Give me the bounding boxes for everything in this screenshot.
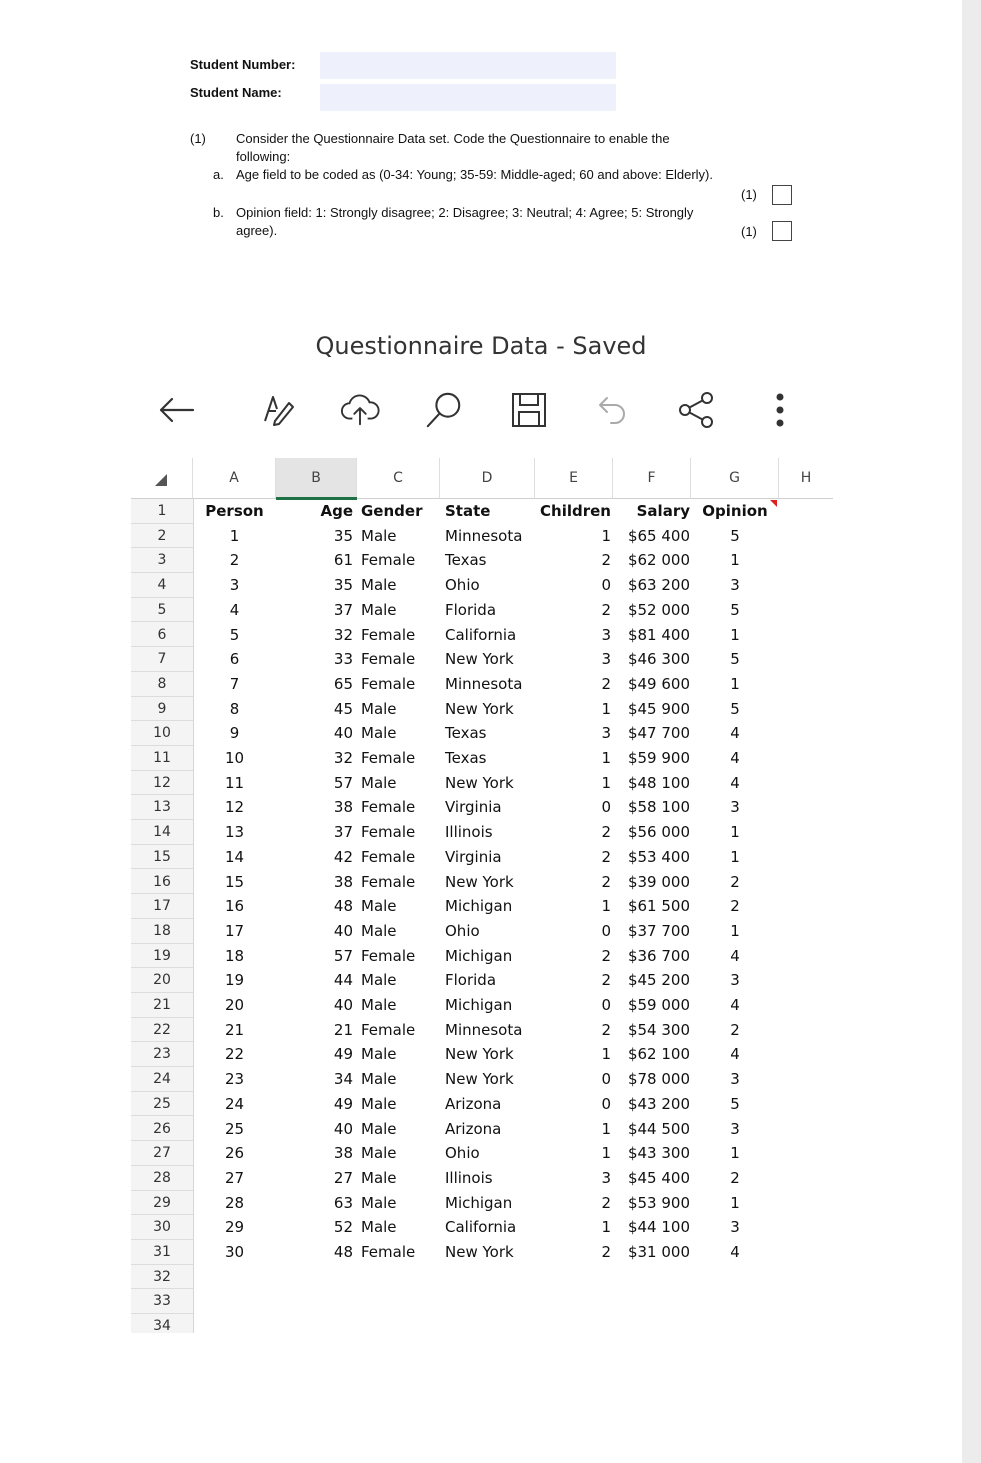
age-cell[interactable]: 52 <box>333 1218 353 1237</box>
age-cell[interactable]: 32 <box>333 749 353 767</box>
row-header[interactable]: 20 <box>131 968 193 993</box>
state-cell[interactable]: Minnesota <box>445 1020 523 1039</box>
children-cell[interactable]: 2 <box>601 1020 611 1039</box>
row-header[interactable]: 24 <box>131 1067 193 1092</box>
gender-cell[interactable]: Female <box>361 650 416 669</box>
state-cell[interactable]: Minnesota <box>445 674 523 693</box>
pen-edit-icon[interactable] <box>258 390 298 430</box>
opinion-cell[interactable]: 4 <box>730 773 740 792</box>
row-header[interactable]: 13 <box>131 795 193 820</box>
row-header[interactable]: 17 <box>131 894 193 919</box>
back-arrow-icon[interactable] <box>156 390 196 430</box>
age-cell[interactable]: 35 <box>333 576 353 595</box>
state-cell[interactable]: Texas <box>445 749 487 767</box>
state-cell[interactable]: Virginia <box>445 798 502 817</box>
opinion-cell[interactable]: 3 <box>730 576 740 595</box>
salary-cell[interactable]: $44 100 <box>627 1218 690 1237</box>
age-cell[interactable]: 40 <box>333 1119 353 1138</box>
student-name-label: Student Name: <box>190 85 282 100</box>
age-cell[interactable]: 38 <box>333 798 353 817</box>
person-cell[interactable]: 6 <box>229 650 240 669</box>
salary-cell[interactable]: $39 000 <box>627 872 690 891</box>
row-header[interactable]: 34 <box>131 1314 193 1333</box>
person-cell[interactable]: 12 <box>224 798 245 817</box>
column-header-f[interactable]: F <box>613 458 691 499</box>
salary-cell[interactable]: $43 200 <box>627 1094 690 1113</box>
select-all-corner[interactable] <box>131 458 193 499</box>
state-cell[interactable]: New York <box>445 1070 514 1089</box>
salary-cell[interactable]: $59 900 <box>627 749 690 767</box>
row-header[interactable]: 32 <box>131 1265 193 1290</box>
age-cell[interactable]: 57 <box>333 773 353 792</box>
opinion-cell[interactable]: 1 <box>730 625 740 644</box>
salary-cell[interactable]: $63 200 <box>627 576 690 595</box>
item-a-marker: a. <box>213 167 224 182</box>
state-cell[interactable]: Michigan <box>445 946 513 965</box>
share-icon[interactable] <box>676 390 716 430</box>
children-cell[interactable]: 2 <box>601 872 611 891</box>
salary-cell[interactable]: $61 500 <box>627 897 690 916</box>
children-cell[interactable]: 0 <box>601 1094 611 1113</box>
column-header-b[interactable]: B <box>276 458 357 499</box>
state-cell[interactable]: California <box>445 625 517 644</box>
age-cell[interactable]: 48 <box>333 1243 353 1261</box>
children-cell[interactable]: 3 <box>601 724 611 743</box>
gender-cell[interactable]: Male <box>361 1094 397 1113</box>
opinion-cell[interactable]: 1 <box>730 1193 740 1212</box>
gender-cell[interactable]: Female <box>361 749 416 767</box>
row-header[interactable]: 18 <box>131 919 193 944</box>
opinion-cell[interactable]: 4 <box>730 946 740 965</box>
item-a-mark: (1) <box>741 187 757 202</box>
page-scrollbar[interactable] <box>962 0 981 1463</box>
gender-cell[interactable]: Male <box>361 1119 397 1138</box>
age-cell[interactable]: 49 <box>333 1045 353 1064</box>
person-cell[interactable]: 5 <box>229 625 240 644</box>
opinion-cell[interactable]: 4 <box>730 724 740 743</box>
question-text-line1: Consider the Questionnaire Data set. Code the Questionnaire to enable the <box>236 131 670 146</box>
opinion-cell[interactable]: 5 <box>730 650 740 669</box>
age-cell[interactable]: 34 <box>333 1070 353 1089</box>
row-header[interactable]: 2 <box>131 524 193 549</box>
student-name-field[interactable] <box>320 84 616 111</box>
salary-cell[interactable]: $44 500 <box>627 1119 690 1138</box>
search-icon[interactable] <box>424 390 464 430</box>
gender-cell[interactable]: Female <box>361 625 416 644</box>
opinion-cell[interactable]: 3 <box>730 1218 740 1237</box>
age-cell[interactable]: 45 <box>333 699 353 718</box>
age-cell[interactable]: 40 <box>333 921 353 940</box>
children-cell[interactable]: 2 <box>601 1193 611 1212</box>
question-number: (1) <box>190 131 206 146</box>
salary-cell[interactable]: $45 900 <box>627 699 690 718</box>
item-b-checkbox[interactable] <box>772 221 792 241</box>
state-cell[interactable]: Ohio <box>445 921 480 940</box>
opinion-cell[interactable]: 1 <box>730 921 740 940</box>
opinion-cell[interactable]: 5 <box>730 699 740 718</box>
salary-cell[interactable]: $62 000 <box>627 551 690 570</box>
person-cell[interactable]: 1 <box>229 526 240 545</box>
salary-cell[interactable]: $81 400 <box>627 625 690 644</box>
person-cell[interactable]: 29 <box>224 1218 245 1237</box>
children-cell[interactable]: 3 <box>601 625 611 644</box>
age-cell[interactable]: 21 <box>333 1020 353 1039</box>
person-cell[interactable]: 18 <box>224 946 245 965</box>
age-cell[interactable]: 37 <box>333 600 353 619</box>
state-cell[interactable]: New York <box>445 1243 514 1261</box>
state-cell[interactable]: Florida <box>445 971 497 990</box>
children-cell[interactable]: 1 <box>601 1045 611 1064</box>
row-header[interactable]: 19 <box>131 944 193 969</box>
children-cell[interactable]: 1 <box>601 1218 611 1237</box>
row-header[interactable]: 26 <box>131 1117 193 1142</box>
children-cell[interactable]: 2 <box>601 946 611 965</box>
document-title: Questionnaire Data - Saved <box>315 332 647 360</box>
age-cell[interactable]: 61 <box>333 551 353 570</box>
salary-cell[interactable]: $43 300 <box>627 1144 690 1163</box>
row-header[interactable]: 27 <box>131 1141 193 1166</box>
state-cell[interactable]: Texas <box>445 551 487 570</box>
gender-cell[interactable]: Male <box>361 1193 397 1212</box>
gender-cell[interactable]: Male <box>361 921 397 940</box>
state-cell[interactable]: Ohio <box>445 1144 480 1163</box>
gender-cell[interactable]: Female <box>361 823 416 842</box>
row-header[interactable]: 10 <box>131 721 193 746</box>
children-cell[interactable]: 0 <box>601 576 611 595</box>
salary-cell[interactable]: $37 700 <box>627 921 690 940</box>
gender-cell[interactable]: Male <box>361 773 397 792</box>
state-cell[interactable]: Ohio <box>445 576 480 595</box>
salary-cell[interactable]: $31 000 <box>627 1243 690 1261</box>
state-cell[interactable]: Florida <box>445 600 497 619</box>
person-cell[interactable]: 20 <box>224 996 245 1014</box>
gender-cell[interactable]: Male <box>361 1168 397 1187</box>
row-header[interactable]: 9 <box>131 697 193 722</box>
item-b-marker: b. <box>213 205 224 220</box>
corner-triangle-icon <box>131 458 193 499</box>
gender-cell[interactable]: Male <box>361 600 397 619</box>
age-cell[interactable]: 49 <box>333 1094 353 1113</box>
children-cell[interactable]: 1 <box>601 749 611 767</box>
children-cell[interactable]: 1 <box>601 773 611 792</box>
gender-cell[interactable]: Female <box>361 674 416 693</box>
person-cell[interactable]: 15 <box>224 872 245 891</box>
person-cell[interactable]: 10 <box>224 749 245 767</box>
salary-cell[interactable]: $65 400 <box>627 526 690 545</box>
age-cell[interactable]: 42 <box>333 847 353 866</box>
cloud-upload-icon[interactable] <box>340 390 380 430</box>
person-cell[interactable]: 24 <box>224 1094 245 1113</box>
row-header[interactable]: 30 <box>131 1215 193 1240</box>
person-cell[interactable]: 2 <box>229 551 240 570</box>
row-header[interactable]: 22 <box>131 1018 193 1043</box>
opinion-cell[interactable]: 4 <box>730 749 740 767</box>
state-cell[interactable]: Illinois <box>445 823 493 842</box>
state-cell[interactable]: New York <box>445 773 514 792</box>
row-header[interactable]: 15 <box>131 845 193 870</box>
state-cell[interactable]: New York <box>445 872 514 891</box>
children-cell[interactable]: 0 <box>601 996 611 1014</box>
age-cell[interactable]: 65 <box>333 674 353 693</box>
row-header[interactable]: 14 <box>131 820 193 845</box>
children-cell[interactable]: 2 <box>601 971 611 990</box>
opinion-cell[interactable]: 5 <box>730 526 740 545</box>
row-header[interactable]: 28 <box>131 1166 193 1191</box>
gender-cell[interactable]: Male <box>361 971 397 990</box>
person-cell[interactable]: 3 <box>229 576 240 595</box>
row-header[interactable]: 11 <box>131 746 193 771</box>
column-header-a[interactable]: A <box>193 458 276 499</box>
children-cell[interactable]: 2 <box>601 823 611 842</box>
salary-cell[interactable]: $45 400 <box>627 1168 690 1187</box>
salary-cell[interactable]: $46 300 <box>627 650 690 669</box>
person-cell[interactable]: 30 <box>224 1243 245 1261</box>
opinion-cell[interactable]: 5 <box>730 600 740 619</box>
person-cell[interactable]: 26 <box>224 1144 245 1163</box>
header-cell-gender[interactable]: Gender <box>361 502 423 520</box>
children-cell[interactable]: 2 <box>601 1243 611 1261</box>
children-cell[interactable]: 1 <box>601 897 611 916</box>
state-cell[interactable]: Michigan <box>445 1193 513 1212</box>
row-header[interactable]: 33 <box>131 1289 193 1314</box>
row-header[interactable]: 23 <box>131 1042 193 1067</box>
salary-cell[interactable]: $52 000 <box>627 600 690 619</box>
person-cell[interactable]: 16 <box>224 897 245 916</box>
person-cell[interactable]: 4 <box>229 600 240 619</box>
row-header[interactable]: 21 <box>131 993 193 1018</box>
row-header[interactable]: 6 <box>131 623 193 648</box>
age-cell[interactable]: 33 <box>333 650 353 669</box>
opinion-cell[interactable]: 4 <box>730 996 740 1014</box>
opinion-cell[interactable]: 3 <box>730 971 740 990</box>
item-b-mark: (1) <box>741 224 757 239</box>
salary-cell[interactable]: $53 900 <box>627 1193 690 1212</box>
item-b-text-line2: agree). <box>236 223 278 238</box>
age-cell[interactable]: 35 <box>333 526 353 545</box>
age-cell[interactable]: 40 <box>333 996 353 1014</box>
person-cell[interactable]: 22 <box>224 1045 245 1064</box>
gender-cell[interactable]: Male <box>361 996 397 1014</box>
state-cell[interactable]: Texas <box>445 724 487 743</box>
person-cell[interactable]: 13 <box>224 823 245 842</box>
gender-cell[interactable]: Male <box>361 1045 397 1064</box>
opinion-cell[interactable]: 1 <box>730 551 740 570</box>
opinion-cell[interactable]: 3 <box>730 798 740 817</box>
children-cell[interactable]: 2 <box>601 600 611 619</box>
children-cell[interactable]: 3 <box>601 1168 611 1187</box>
item-a-checkbox[interactable] <box>772 185 792 205</box>
salary-cell[interactable]: $78 000 <box>627 1070 690 1089</box>
salary-cell[interactable]: $36 700 <box>627 946 690 965</box>
children-cell[interactable]: 1 <box>601 699 611 718</box>
opinion-cell[interactable]: 2 <box>730 1020 740 1039</box>
state-cell[interactable]: Illinois <box>445 1168 493 1187</box>
state-cell[interactable]: Arizona <box>445 1094 502 1113</box>
state-cell[interactable]: New York <box>445 1045 514 1064</box>
header-cell-children[interactable]: Children <box>540 502 611 520</box>
state-cell[interactable]: Arizona <box>445 1119 502 1138</box>
age-cell[interactable]: 57 <box>333 946 353 965</box>
opinion-cell[interactable]: 1 <box>730 674 740 693</box>
state-cell[interactable]: Virginia <box>445 847 502 866</box>
gender-cell[interactable]: Female <box>361 872 416 891</box>
children-cell[interactable]: 0 <box>601 921 611 940</box>
salary-cell[interactable]: $59 000 <box>627 996 690 1014</box>
row-header[interactable]: 29 <box>131 1191 193 1216</box>
gender-cell[interactable]: Male <box>361 699 397 718</box>
row-header[interactable]: 31 <box>131 1240 193 1265</box>
opinion-cell[interactable]: 3 <box>730 1070 740 1089</box>
gender-cell[interactable]: Male <box>361 526 397 545</box>
state-cell[interactable]: New York <box>445 650 514 669</box>
person-cell[interactable]: 21 <box>224 1020 245 1039</box>
person-cell[interactable]: 23 <box>224 1070 245 1089</box>
age-cell[interactable]: 48 <box>333 897 353 916</box>
gender-cell[interactable]: Male <box>361 1218 397 1237</box>
question-text-line2: following: <box>236 149 291 164</box>
row-header[interactable]: 1 <box>131 499 193 524</box>
opinion-cell[interactable]: 1 <box>730 847 740 866</box>
row-header[interactable]: 16 <box>131 870 193 895</box>
student-number-label: Student Number: <box>190 57 296 72</box>
opinion-cell[interactable]: 1 <box>730 823 740 842</box>
opinion-cell[interactable]: 2 <box>730 1168 740 1187</box>
person-cell[interactable]: 14 <box>224 847 245 866</box>
person-cell[interactable]: 8 <box>229 699 240 718</box>
opinion-cell[interactable]: 4 <box>730 1243 740 1261</box>
gender-cell[interactable]: Female <box>361 551 416 570</box>
children-cell[interactable]: 3 <box>601 650 611 669</box>
header-cell-person[interactable]: Person <box>205 502 264 520</box>
state-cell[interactable]: New York <box>445 699 514 718</box>
state-cell[interactable]: California <box>445 1218 517 1237</box>
children-cell[interactable]: 0 <box>601 1070 611 1089</box>
header-cell-opinion[interactable]: Opinion <box>702 502 768 520</box>
row-header[interactable]: 8 <box>131 672 193 697</box>
row-header[interactable]: 12 <box>131 771 193 796</box>
opinion-cell[interactable]: 2 <box>730 897 740 916</box>
person-cell[interactable]: 25 <box>224 1119 245 1138</box>
salary-cell[interactable]: $54 300 <box>627 1020 690 1039</box>
gender-cell[interactable]: Male <box>361 576 397 595</box>
salary-cell[interactable]: $53 400 <box>627 847 690 866</box>
item-a-text: Age field to be coded as (0-34: Young; 35-59: Middle-aged; 60 and above: Elderly). <box>236 167 713 182</box>
age-cell[interactable]: 32 <box>333 625 353 644</box>
salary-cell[interactable]: $47 700 <box>627 724 690 743</box>
header-cell-salary[interactable]: Salary <box>636 502 690 520</box>
gender-cell[interactable]: Female <box>361 798 416 817</box>
children-cell[interactable]: 1 <box>601 1144 611 1163</box>
gender-cell[interactable]: Male <box>361 897 397 916</box>
person-cell[interactable]: 7 <box>229 674 240 693</box>
age-cell[interactable]: 27 <box>333 1168 353 1187</box>
salary-cell[interactable]: $48 100 <box>627 773 690 792</box>
children-cell[interactable]: 1 <box>601 526 611 545</box>
gender-cell[interactable]: Female <box>361 1020 416 1039</box>
header-cell-state[interactable]: State <box>445 502 491 520</box>
gender-cell[interactable]: Male <box>361 1070 397 1089</box>
row-header[interactable]: 4 <box>131 573 193 598</box>
age-cell[interactable]: 40 <box>333 724 353 743</box>
children-cell[interactable]: 2 <box>601 551 611 570</box>
person-cell[interactable]: 9 <box>229 724 240 743</box>
state-cell[interactable]: Minnesota <box>445 526 523 545</box>
column-header-d[interactable]: D <box>440 458 535 499</box>
person-cell[interactable]: 17 <box>224 921 245 940</box>
column-header-g[interactable]: G <box>691 458 779 499</box>
column-header-c[interactable]: C <box>357 458 440 499</box>
state-cell[interactable]: Michigan <box>445 996 513 1014</box>
opinion-cell[interactable]: 2 <box>730 872 740 891</box>
gender-cell[interactable]: Female <box>361 1243 416 1261</box>
header-cell-age[interactable]: Age <box>320 502 353 520</box>
opinion-cell[interactable]: 1 <box>730 1144 740 1163</box>
salary-cell[interactable]: $58 100 <box>627 798 690 817</box>
age-cell[interactable]: 37 <box>333 823 353 842</box>
student-number-field[interactable] <box>320 52 616 79</box>
save-icon[interactable] <box>509 390 549 430</box>
age-cell[interactable]: 38 <box>333 1144 353 1163</box>
age-cell[interactable]: 44 <box>333 971 353 990</box>
gender-cell[interactable]: Female <box>361 847 416 866</box>
person-cell[interactable]: 19 <box>224 971 245 990</box>
row-header[interactable]: 25 <box>131 1092 193 1117</box>
person-cell[interactable]: 27 <box>224 1168 245 1187</box>
children-cell[interactable]: 2 <box>601 847 611 866</box>
column-header-h[interactable]: H <box>779 458 833 499</box>
state-cell[interactable]: Michigan <box>445 897 513 916</box>
undo-icon[interactable] <box>592 390 632 430</box>
row-header[interactable]: 3 <box>131 548 193 573</box>
column-header-e[interactable]: E <box>535 458 613 499</box>
gender-cell[interactable]: Female <box>361 946 416 965</box>
salary-cell[interactable]: $62 100 <box>627 1045 690 1064</box>
person-cell[interactable]: 28 <box>224 1193 245 1212</box>
more-vertical-icon[interactable] <box>760 390 800 430</box>
opinion-cell[interactable]: 3 <box>730 1119 740 1138</box>
row-header[interactable]: 7 <box>131 647 193 672</box>
opinion-cell[interactable]: 5 <box>730 1094 740 1113</box>
salary-cell[interactable]: $49 600 <box>627 674 690 693</box>
children-cell[interactable]: 1 <box>601 1119 611 1138</box>
person-cell[interactable]: 11 <box>224 773 245 792</box>
age-cell[interactable]: 38 <box>333 872 353 891</box>
children-cell[interactable]: 2 <box>601 674 611 693</box>
age-cell[interactable]: 63 <box>333 1193 353 1212</box>
item-b-text-line1: Opinion field: 1: Strongly disagree; 2: Disagree; 3: Neutral; 4: Agree; 5: Strongly <box>236 205 694 220</box>
spreadsheet-grid[interactable] <box>131 458 833 1333</box>
salary-cell[interactable]: $45 200 <box>627 971 690 990</box>
children-cell[interactable]: 0 <box>601 798 611 817</box>
salary-cell[interactable]: $56 000 <box>627 823 690 842</box>
gender-cell[interactable]: Male <box>361 724 397 743</box>
gender-cell[interactable]: Male <box>361 1144 397 1163</box>
opinion-cell[interactable]: 4 <box>730 1045 740 1064</box>
row-header[interactable]: 5 <box>131 598 193 623</box>
